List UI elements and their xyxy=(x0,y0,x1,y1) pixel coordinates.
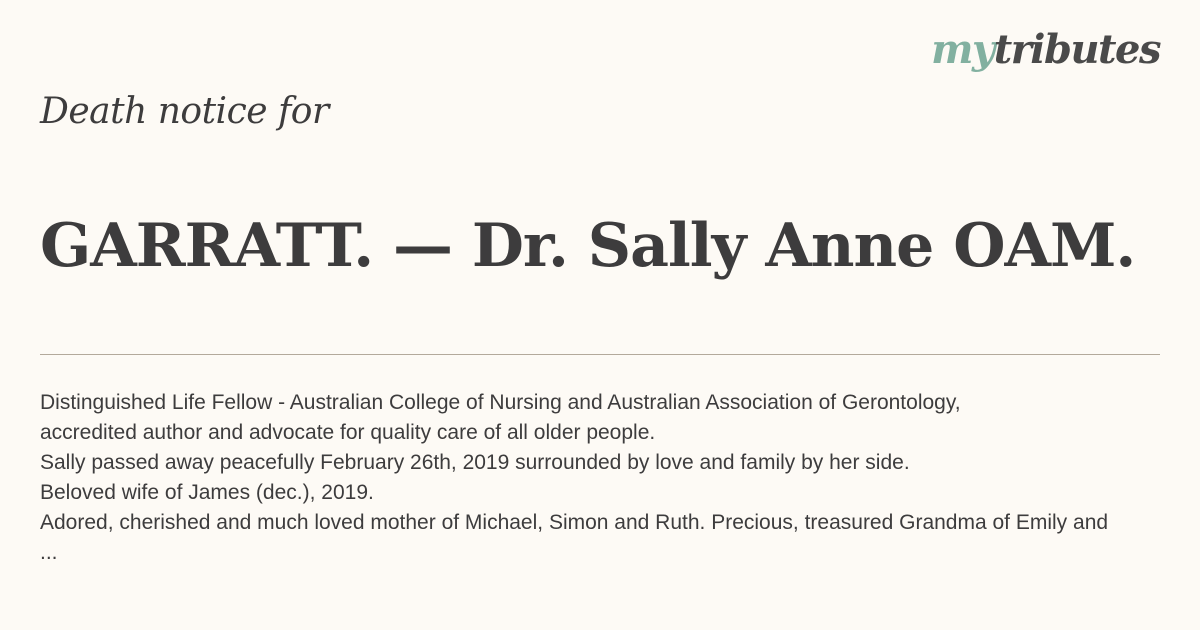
notice-line: Beloved wife of James (dec.), 2019. xyxy=(40,481,374,504)
mytributes-logo[interactable] xyxy=(931,26,1160,73)
logo-tributes: tributes xyxy=(993,26,1160,73)
notice-line: Distinguished Life Fellow - Australian College of Nursing and Australian Association of Gerontology, xyxy=(40,391,961,414)
notice-text xyxy=(40,388,1190,568)
notice-line: Sally passed away peacefully February 26th, 2019 surrounded by love and family by her side. xyxy=(40,451,910,474)
notice-line: accredited author and advocate for quality care of all older people. xyxy=(40,421,656,444)
notice-ellipsis: ... xyxy=(40,541,58,564)
notice-subtitle: Death notice for xyxy=(40,91,329,132)
notice-line: Adored, cherished and much loved mother of Michael, Simon and Ruth. Precious, treasured Grandma of Emily and xyxy=(40,511,1109,534)
divider xyxy=(40,354,1160,355)
deceased-name: GARRATT. — Dr. Sally Anne OAM. xyxy=(40,211,1136,281)
logo-my: my xyxy=(931,26,994,73)
